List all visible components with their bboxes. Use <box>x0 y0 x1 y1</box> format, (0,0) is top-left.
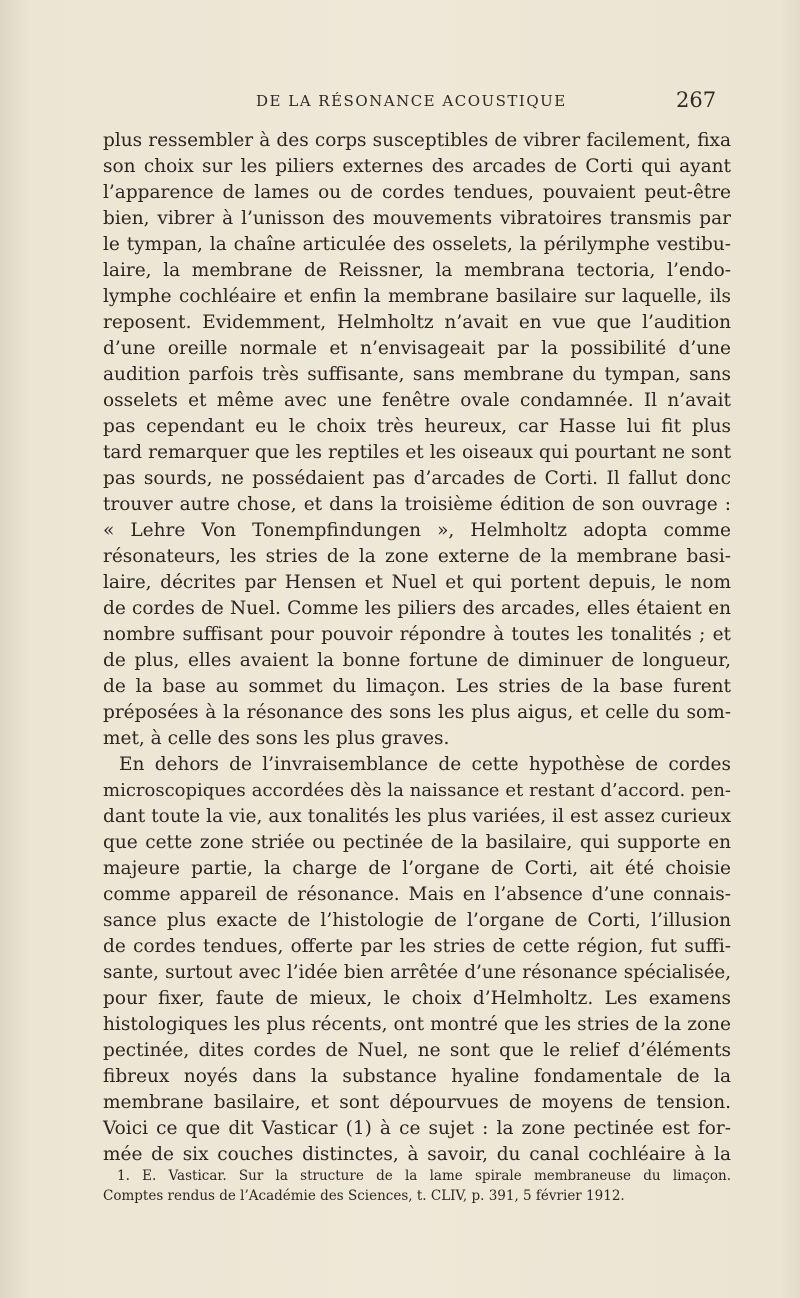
text-line: de plus, elles avaient la bonne fortune de diminuer de longueur, <box>103 650 731 671</box>
text-line: trouver autre chose, et dans la troisième édition de son ouvrage : <box>103 494 731 515</box>
text-line: fibreux noyés dans la substance hyaline fondamentale de la <box>103 1066 731 1087</box>
text-line: l’apparence de lames ou de cordes tendues, pouvaient peut-être <box>103 182 731 203</box>
text-line: histologiques les plus récents, ont montré que les stries de la zone <box>103 1014 731 1035</box>
text-line: membrane basilaire, et sont dépourvues de moyens de tension. <box>103 1092 731 1113</box>
text-line: laire, décrites par Hensen et Nuel et qui portent depuis, le nom <box>103 572 731 593</box>
page-header <box>0 88 800 118</box>
text-line: pectinée, dites cordes de Nuel, ne sont que le relief d’éléments <box>103 1040 731 1061</box>
footnote-line: Comptes rendus de l’Académie des Sciences, t. CLIV, p. 391, 5 février 1912. <box>103 1188 625 1204</box>
text-line: met, à celle des sons les plus graves. <box>103 728 450 749</box>
body-text <box>103 128 731 1168</box>
text-line: bien, vibrer à l’unisson des mouvements vibratoires transmis par <box>103 208 731 229</box>
text-line: de la base au sommet du limaçon. Les stries de la base furent <box>103 676 731 697</box>
page-number: 267 <box>676 88 717 112</box>
text-line: osselets et même avec une fenêtre ovale condamnée. Il n’avait <box>103 390 731 411</box>
running-head: DE LA RÉSONANCE ACOUSTIQUE <box>256 92 567 110</box>
text-line: son choix sur les piliers externes des arcades de Corti qui ayant <box>103 156 731 177</box>
text-line: de cordes tendues, offerte par les stries de cette région, fut suffi- <box>103 936 731 957</box>
text-line: le tympan, la chaîne articulée des osselets, la périlymphe vestibu- <box>103 234 731 255</box>
text-line: Voici ce que dit Vasticar (1) à ce sujet : la zone pectinée est for- <box>103 1118 731 1139</box>
text-line: nombre suffisant pour pouvoir répondre à toutes les tonalités ; et <box>103 624 731 645</box>
text-line: tard remarquer que les reptiles et les oiseaux qui pourtant ne sont <box>103 442 731 463</box>
text-line: reposent. Evidemment, Helmholtz n’avait en vue que l’audition <box>103 312 731 333</box>
text-line: sance plus exacte de l’histologie de l’organe de Corti, l’illusion <box>103 910 731 931</box>
text-line: comme appareil de résonance. Mais en l’absence d’une connais- <box>103 884 731 905</box>
text-line: lymphe cochléaire et enfin la membrane basilaire sur laquelle, ils <box>103 286 731 307</box>
text-line: préposées à la résonance des sons les plus aigus, et celle du som- <box>103 702 731 723</box>
text-line: microscopiques accordées dès la naissance et restant d’accord. pen- <box>103 780 731 801</box>
text-line: sante, surtout avec l’idée bien arrêtée d’une résonance spécialisée, <box>103 962 731 983</box>
text-line: pour fixer, faute de mieux, le choix d’Helmholtz. Les examens <box>103 988 731 1009</box>
footnotes <box>103 1166 731 1206</box>
text-line: pas cependant eu le choix très heureux, car Hasse lui fit plus <box>103 416 731 437</box>
text-line: mée de six couches distinctes, à savoir, du canal cochléaire à la <box>103 1144 731 1165</box>
text-line: laire, la membrane de Reissner, la membrana tectoria, l’endo- <box>103 260 731 281</box>
text-line: majeure partie, la charge de l’organe de Corti, ait été choisie <box>103 858 731 879</box>
text-line: de cordes de Nuel. Comme les piliers des arcades, elles étaient en <box>103 598 731 619</box>
text-line: « Lehre Von Tonempfindungen », Helmholtz adopta comme <box>103 520 731 541</box>
text-line: plus ressembler à des corps susceptibles de vibrer facilement, fixa <box>103 130 731 151</box>
text-line: pas sourds, ne possédaient pas d’arcades de Corti. Il fallut donc <box>103 468 731 489</box>
footnote-line: 1. E. Vasticar. Sur la structure de la lame spirale membraneuse du limaçon. <box>117 1168 731 1184</box>
text-line: d’une oreille normale et n’envisageait par la possibilité d’une <box>103 338 731 359</box>
text-line: En dehors de l’invraisemblance de cette hypothèse de cordes <box>119 754 731 775</box>
text-line: dant toute la vie, aux tonalités les plus variées, il est assez curieux <box>103 806 731 827</box>
text-line: résonateurs, les stries de la zone externe de la membrane basi- <box>103 546 731 567</box>
text-line: audition parfois très suffisante, sans membrane du tympan, sans <box>103 364 731 385</box>
text-line: que cette zone striée ou pectinée de la basilaire, qui supporte en <box>103 832 731 853</box>
